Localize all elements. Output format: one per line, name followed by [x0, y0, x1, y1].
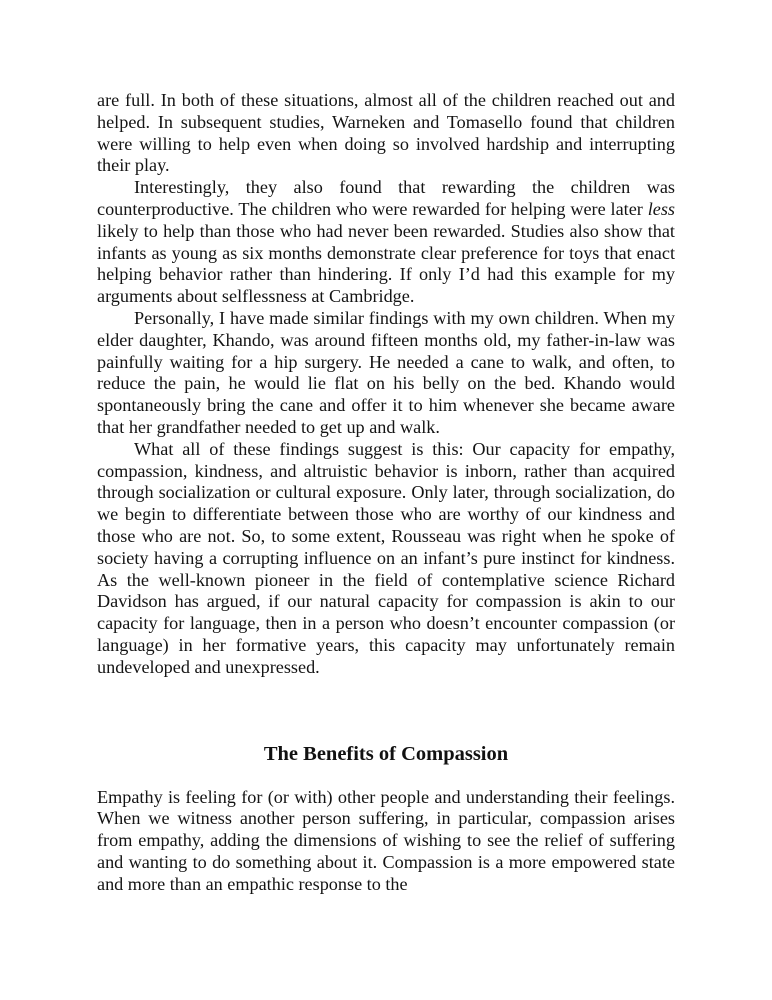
paragraph-rewards-before: Interestingly, they also found that rewarding the children was counterproductive. The children who were rewarded for helping were later [97, 177, 675, 219]
paragraph-continued: are full. In both of these situations, almost all of the children reached out and helped. In subsequent studies, Warneken and Tomasello found that children were willing to help even when doing so involved hardship and interrupting their play. [97, 90, 675, 176]
paragraph-empathy: Empathy is feeling for (or with) other people and understanding their feelings. When we witness another person suffering, in particular, compassion arises from empathy, adding the dimensions of wishing to see the relief of suffering and wanting to do something about it. Compassion is a more empowered state and more than an empathic response to the [97, 786, 675, 894]
paragraph-personal: Personally, I have made similar findings with my own children. When my elder daughter, Khando, was around fifteen months old, my father-in-law was painfully waiting for a hip surgery. He needed a cane to walk, and often, to reduce the pain, he would lie flat on his belly on the bed. Khando would spontaneously bring the cane and offer it to him whenever she became aware that her grandfather needed to get up and walk. [97, 307, 675, 437]
book-page [97, 90, 675, 896]
paragraph-rewards [97, 177, 675, 308]
emphasis-less: less [647, 198, 675, 219]
section-heading: The Benefits of Compassion [263, 742, 509, 765]
paragraph-findings: What all of these findings suggest is this: Our capacity for empathy, compassion, kindness, and altruistic behavior is inborn, rather than acquired through socialization or cultural exposure. Only later, through socialization, do we begin to differentiate between those who are worthy of our kindness and those who are not. So, to some extent, Rousseau was right when he spoke of society having a corrupting influence on an infant’s pure instinct for kindness. As the well-known pioneer in the field of contemplative science Richard Davidson has argued, if our natural capacity for compassion is akin to our capacity for language, then in a person who doesn’t encounter compassion (or language) in her formative years, this capacity may unfortunately remain undeveloped and unexpressed. [97, 438, 675, 677]
paragraph-rewards-after: likely to help than those who had never been rewarded. Studies also show that infants as young as six months demonstrate clear preference for toys that enact helping behavior rather than hindering. If only I’d had this example for my arguments about selflessness at Cambridge. [97, 220, 675, 307]
